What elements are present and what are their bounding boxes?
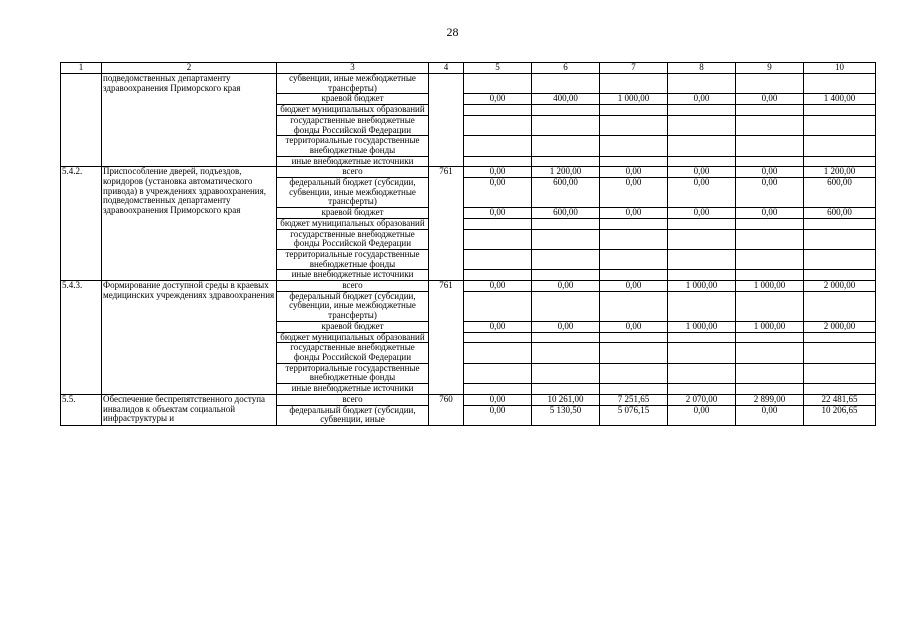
amount-cell — [736, 229, 804, 249]
amount-cell — [464, 115, 532, 135]
amount-cell: 600,00 — [804, 208, 876, 219]
funding-source: субвенции, иные межбюджетные трансферты) — [277, 74, 429, 94]
amount-cell: 7 251,65 — [600, 394, 668, 405]
amount-cell — [736, 136, 804, 156]
amount-cell: 1 000,00 — [600, 94, 668, 105]
amount-cell: 1 200,00 — [804, 167, 876, 178]
table-row — [61, 167, 876, 178]
funding-source: иные внебюджетные источники — [277, 384, 429, 395]
item-name: Обеспечение беспрепятственного доступа инвалидов к объектам социальной инфраструктуры и — [102, 394, 277, 425]
amount-cell — [600, 218, 668, 229]
amount-cell — [804, 363, 876, 383]
item-code — [61, 74, 102, 167]
amount-cell — [804, 136, 876, 156]
amount-cell — [600, 74, 668, 94]
amount-cell: 1 000,00 — [668, 281, 736, 292]
amount-cell: 2 000,00 — [804, 321, 876, 332]
amount-cell — [600, 291, 668, 321]
amount-cell — [668, 229, 736, 249]
item-code: 5.4.2. — [61, 167, 102, 281]
amount-cell: 0,00 — [668, 208, 736, 219]
budget-table — [60, 62, 876, 426]
amount-cell — [532, 291, 600, 321]
amount-cell — [668, 115, 736, 135]
amount-cell: 0,00 — [736, 167, 804, 178]
amount-cell — [804, 105, 876, 116]
amount-cell — [464, 363, 532, 383]
amount-cell: 0,00 — [464, 405, 532, 425]
funding-source: федеральный бюджет (субсидии, субвенции, иные — [277, 405, 429, 425]
funding-source: территориальные государственные внебюджетные фонды — [277, 249, 429, 269]
amount-cell — [804, 291, 876, 321]
amount-cell — [668, 332, 736, 343]
amount-cell: 0,00 — [464, 394, 532, 405]
amount-cell — [736, 105, 804, 116]
amount-cell: 22 481,65 — [804, 394, 876, 405]
amount-cell — [668, 105, 736, 116]
funding-source: краевой бюджет — [277, 94, 429, 105]
item-code: 5.4.3. — [61, 281, 102, 395]
amount-cell: 0,00 — [736, 208, 804, 219]
amount-cell — [600, 156, 668, 167]
amount-cell — [464, 136, 532, 156]
amount-cell — [600, 343, 668, 363]
amount-cell: 0,00 — [464, 94, 532, 105]
amount-cell — [532, 332, 600, 343]
column-number: 6 — [532, 63, 600, 74]
amount-cell: 0,00 — [668, 405, 736, 425]
amount-cell — [804, 156, 876, 167]
amount-cell: 0,00 — [600, 321, 668, 332]
amount-cell — [736, 218, 804, 229]
amount-cell — [600, 249, 668, 269]
amount-cell — [532, 343, 600, 363]
amount-cell: 5 076,15 — [600, 405, 668, 425]
funding-source: федеральный бюджет (субсидии, субвенции, иные межбюджетные трансферты) — [277, 291, 429, 321]
funding-source: краевой бюджет — [277, 208, 429, 219]
amount-cell — [804, 229, 876, 249]
amount-cell: 0,00 — [600, 178, 668, 208]
amount-cell: 600,00 — [532, 208, 600, 219]
amount-cell: 0,00 — [464, 178, 532, 208]
amount-cell — [600, 384, 668, 395]
amount-cell: 1 000,00 — [736, 281, 804, 292]
funding-source: государственные внебюджетные фонды Российской Федерации — [277, 229, 429, 249]
amount-cell — [736, 384, 804, 395]
amount-cell: 0,00 — [600, 167, 668, 178]
amount-cell: 5 130,50 — [532, 405, 600, 425]
amount-cell — [736, 270, 804, 281]
amount-cell — [464, 270, 532, 281]
amount-cell: 0,00 — [532, 281, 600, 292]
amount-cell: 0,00 — [668, 167, 736, 178]
amount-cell: 0,00 — [668, 94, 736, 105]
amount-cell: 600,00 — [804, 178, 876, 208]
amount-cell — [464, 384, 532, 395]
amount-cell — [668, 218, 736, 229]
amount-cell — [668, 291, 736, 321]
amount-cell — [668, 343, 736, 363]
funding-source: бюджет муниципальных образований — [277, 332, 429, 343]
page-number: 28 — [446, 25, 459, 39]
amount-cell — [532, 384, 600, 395]
amount-cell — [464, 343, 532, 363]
amount-cell — [736, 343, 804, 363]
table-row — [61, 74, 876, 94]
amount-cell — [464, 229, 532, 249]
column-number: 3 — [277, 63, 429, 74]
amount-cell: 2 000,00 — [804, 281, 876, 292]
amount-cell — [736, 332, 804, 343]
amount-cell: 1 400,00 — [804, 94, 876, 105]
amount-cell — [736, 363, 804, 383]
funding-source: бюджет муниципальных образований — [277, 218, 429, 229]
amount-cell — [464, 291, 532, 321]
amount-cell — [804, 74, 876, 94]
amount-cell — [532, 363, 600, 383]
funding-source: иные внебюджетные источники — [277, 156, 429, 167]
amount-cell — [668, 384, 736, 395]
item-name: подведомственных департаменту здравоохранения Приморского края — [102, 74, 277, 167]
amount-cell — [804, 115, 876, 135]
amount-cell — [804, 343, 876, 363]
amount-cell — [464, 105, 532, 116]
column-number: 9 — [736, 63, 804, 74]
executor-code: 760 — [429, 394, 464, 425]
amount-cell: 0,00 — [600, 208, 668, 219]
amount-cell — [600, 229, 668, 249]
amount-cell: 400,00 — [532, 94, 600, 105]
amount-cell — [600, 115, 668, 135]
funding-source: всего — [277, 394, 429, 405]
amount-cell — [804, 218, 876, 229]
column-number: 10 — [804, 63, 876, 74]
amount-cell: 1 000,00 — [668, 321, 736, 332]
amount-cell: 0,00 — [532, 321, 600, 332]
amount-cell — [464, 74, 532, 94]
amount-cell: 0,00 — [736, 405, 804, 425]
funding-source: территориальные государственные внебюджетные фонды — [277, 136, 429, 156]
amount-cell — [668, 249, 736, 269]
funding-source: бюджет муниципальных образований — [277, 105, 429, 116]
amount-cell: 1 000,00 — [736, 321, 804, 332]
column-number: 7 — [600, 63, 668, 74]
funding-source: иные внебюджетные источники — [277, 270, 429, 281]
amount-cell — [464, 218, 532, 229]
amount-cell — [532, 136, 600, 156]
item-name: Формирование доступной среды в краевых медицинских учреждениях здравоохранения — [102, 281, 277, 395]
column-number: 2 — [102, 63, 277, 74]
executor-code: 761 — [429, 167, 464, 281]
amount-cell — [600, 332, 668, 343]
executor-code — [429, 74, 464, 167]
amount-cell — [668, 156, 736, 167]
column-number: 8 — [668, 63, 736, 74]
amount-cell: 0,00 — [464, 167, 532, 178]
funding-source: краевой бюджет — [277, 321, 429, 332]
amount-cell — [804, 249, 876, 269]
column-number-row — [61, 63, 876, 74]
amount-cell — [532, 74, 600, 94]
amount-cell — [736, 156, 804, 167]
amount-cell: 0,00 — [600, 281, 668, 292]
amount-cell — [736, 115, 804, 135]
executor-code: 761 — [429, 281, 464, 395]
amount-cell: 10 261,00 — [532, 394, 600, 405]
amount-cell — [532, 156, 600, 167]
amount-cell — [600, 136, 668, 156]
amount-cell — [736, 291, 804, 321]
amount-cell — [600, 270, 668, 281]
amount-cell — [464, 332, 532, 343]
amount-cell — [668, 363, 736, 383]
table-row — [61, 394, 876, 405]
amount-cell: 0,00 — [464, 281, 532, 292]
amount-cell: 0,00 — [736, 94, 804, 105]
amount-cell: 1 200,00 — [532, 167, 600, 178]
amount-cell — [668, 270, 736, 281]
amount-cell — [532, 105, 600, 116]
funding-source: государственные внебюджетные фонды Российской Федерации — [277, 343, 429, 363]
funding-source: всего — [277, 281, 429, 292]
amount-cell: 0,00 — [668, 178, 736, 208]
amount-cell: 0,00 — [464, 321, 532, 332]
amount-cell — [600, 105, 668, 116]
funding-source: федеральный бюджет (субсидии, субвенции, иные межбюджетные трансферты) — [277, 178, 429, 208]
funding-source: территориальные государственные внебюджетные фонды — [277, 363, 429, 383]
amount-cell — [804, 384, 876, 395]
table-row — [61, 281, 876, 292]
amount-cell: 10 206,65 — [804, 405, 876, 425]
amount-cell: 2 899,00 — [736, 394, 804, 405]
amount-cell — [532, 249, 600, 269]
amount-cell — [464, 249, 532, 269]
amount-cell: 600,00 — [532, 178, 600, 208]
amount-cell — [532, 115, 600, 135]
amount-cell — [804, 332, 876, 343]
amount-cell — [532, 218, 600, 229]
item-name: Приспособление дверей, подъездов, коридоров (установка автоматического привода) в учреждениях здравоохранения, подведомственных департаменту здравоохранения Приморского края — [102, 167, 277, 281]
funding-source: государственные внебюджетные фонды Российской Федерации — [277, 115, 429, 135]
amount-cell: 0,00 — [464, 208, 532, 219]
amount-cell: 2 070,00 — [668, 394, 736, 405]
amount-cell — [668, 74, 736, 94]
amount-cell — [532, 229, 600, 249]
amount-cell: 0,00 — [736, 178, 804, 208]
amount-cell — [736, 74, 804, 94]
amount-cell — [804, 270, 876, 281]
column-number: 4 — [429, 63, 464, 74]
amount-cell — [736, 249, 804, 269]
amount-cell — [532, 270, 600, 281]
item-code: 5.5. — [61, 394, 102, 425]
amount-cell — [668, 136, 736, 156]
funding-source: всего — [277, 167, 429, 178]
amount-cell — [600, 363, 668, 383]
column-number: 1 — [61, 63, 102, 74]
column-number: 5 — [464, 63, 532, 74]
amount-cell — [464, 156, 532, 167]
